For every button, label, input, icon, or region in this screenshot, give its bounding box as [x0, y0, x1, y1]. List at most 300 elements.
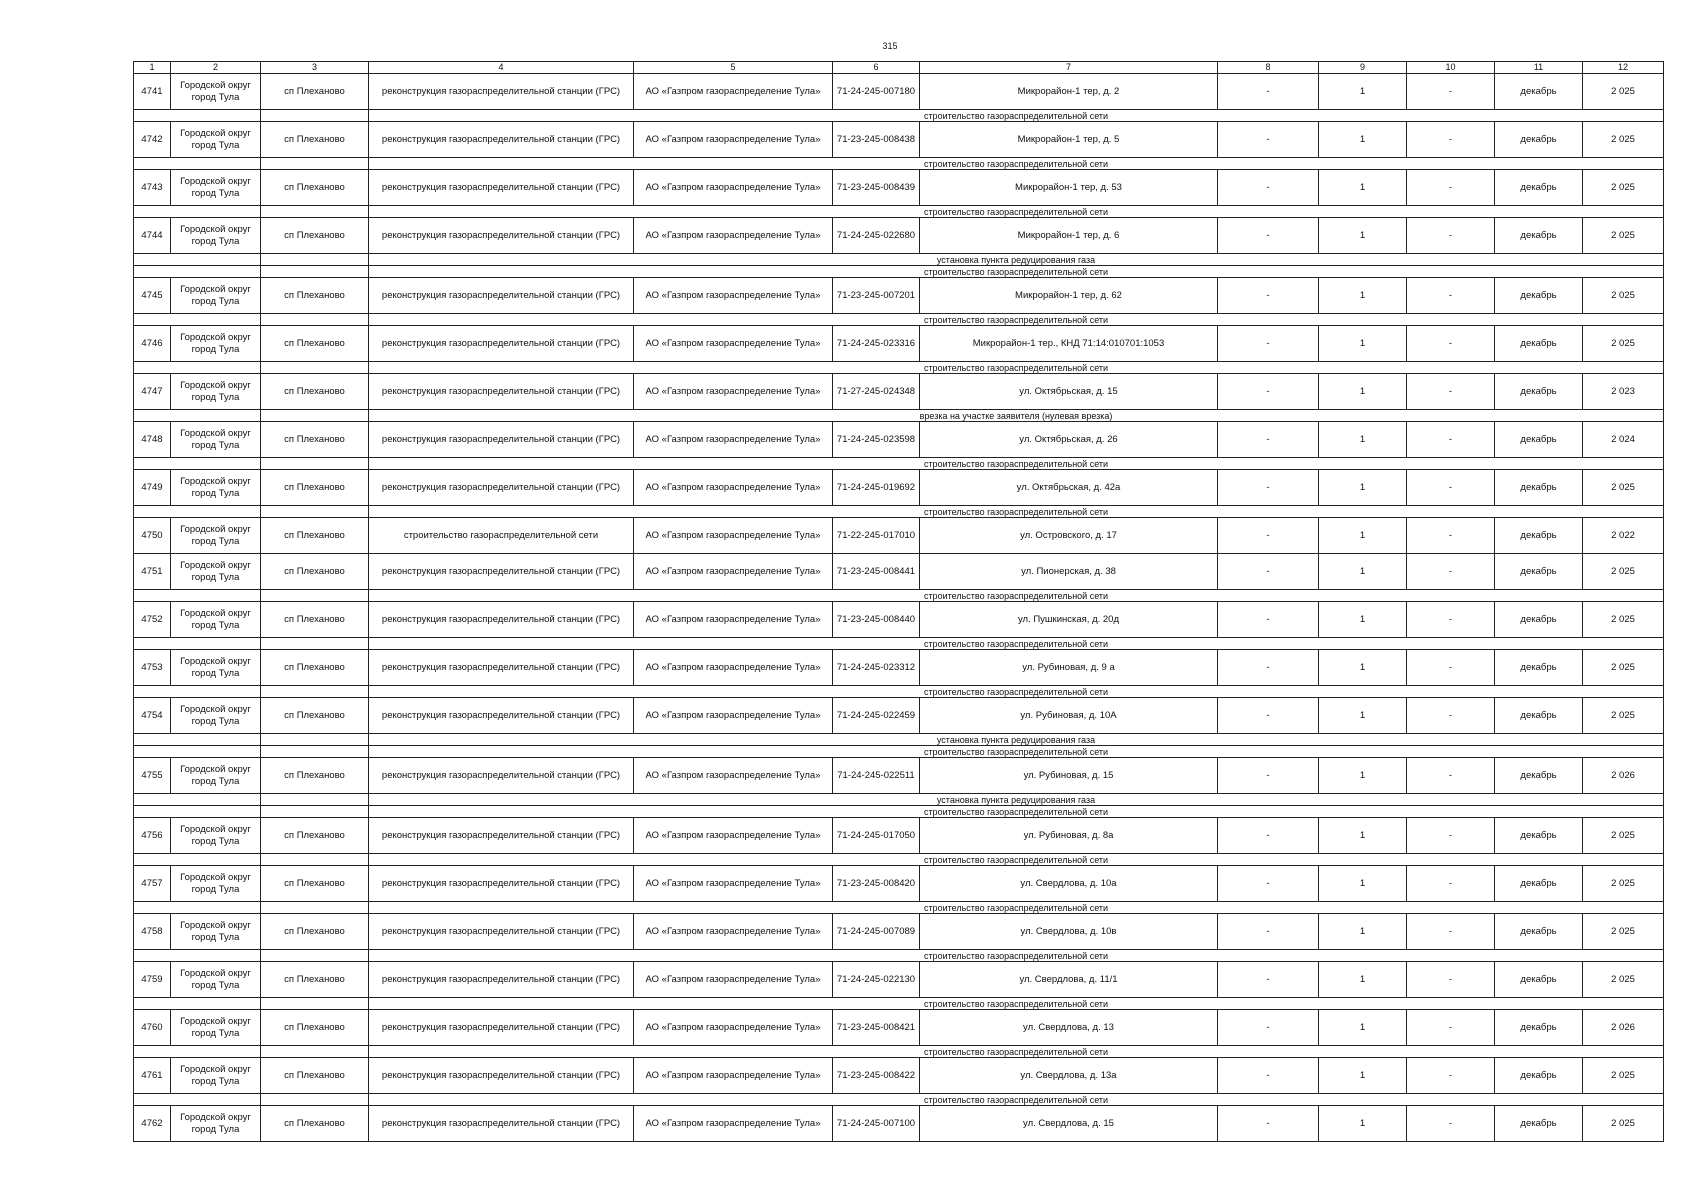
cell-row-number: 4746: [134, 326, 171, 362]
cell-col9: 1: [1319, 866, 1407, 902]
cell-col9: 1: [1319, 278, 1407, 314]
cell-address: ул. Пионерская, д. 38: [920, 554, 1218, 590]
note-text: строительство газораспределительной сети: [369, 854, 1664, 866]
cell-district: Городской округ город Тула: [171, 1058, 261, 1094]
cell-col10: -: [1407, 818, 1495, 854]
cell-col10: -: [1407, 554, 1495, 590]
cell-address: Микрорайон-1 тер, д. 62: [920, 278, 1218, 314]
cell-address: ул. Свердлова, д. 11/1: [920, 962, 1218, 998]
cell-col9: 1: [1319, 1058, 1407, 1094]
note-row: [134, 458, 1664, 470]
note-empty-cell: [134, 806, 261, 818]
cell-col9: 1: [1319, 218, 1407, 254]
cell-row-number: 4756: [134, 818, 171, 854]
table-row: [134, 602, 1664, 638]
note-row: [134, 902, 1664, 914]
cell-object: реконструкция газораспределительной станции (ГРС): [369, 554, 634, 590]
cell-row-number: 4748: [134, 422, 171, 458]
cell-settlement: сп Плеханово: [261, 170, 369, 206]
cell-col10: -: [1407, 698, 1495, 734]
note-text: строительство газораспределительной сети: [369, 110, 1664, 122]
note-row: [134, 998, 1664, 1010]
cell-col10: -: [1407, 962, 1495, 998]
table-row: [134, 518, 1664, 554]
cell-object: реконструкция газораспределительной станции (ГРС): [369, 758, 634, 794]
cell-row-number: 4753: [134, 650, 171, 686]
cell-organization: АО «Газпром газораспределение Тула»: [634, 326, 833, 362]
cell-address: ул. Октябрьская, д. 15: [920, 374, 1218, 410]
cell-request-code: 71-24-245-007100: [833, 1106, 920, 1142]
note-empty-cell: [261, 998, 369, 1010]
cell-col9: 1: [1319, 698, 1407, 734]
cell-organization: АО «Газпром газораспределение Тула»: [634, 914, 833, 950]
cell-address: Микрорайон-1 тер, д. 2: [920, 74, 1218, 110]
table-row: [134, 170, 1664, 206]
note-empty-cell: [134, 158, 261, 170]
cell-organization: АО «Газпром газораспределение Тула»: [634, 374, 833, 410]
cell-object: реконструкция газораспределительной станции (ГРС): [369, 914, 634, 950]
cell-year: 2 025: [1583, 74, 1664, 110]
note-text: строительство газораспределительной сети: [369, 686, 1664, 698]
cell-settlement: сп Плеханово: [261, 1058, 369, 1094]
note-empty-cell: [134, 746, 261, 758]
cell-year: 2 026: [1583, 1010, 1664, 1046]
cell-year: 2 025: [1583, 278, 1664, 314]
table-row: [134, 122, 1664, 158]
table-row: [134, 698, 1664, 734]
cell-col8: -: [1218, 1106, 1319, 1142]
cell-object: реконструкция газораспределительной станции (ГРС): [369, 74, 634, 110]
cell-col9: 1: [1319, 914, 1407, 950]
note-text: строительство газораспределительной сети: [369, 458, 1664, 470]
table-row: [134, 218, 1664, 254]
note-text: строительство газораспределительной сети: [369, 950, 1664, 962]
note-text: строительство газораспределительной сети: [369, 266, 1664, 278]
table-row: [134, 758, 1664, 794]
cell-address: ул. Рубиновая, д. 10А: [920, 698, 1218, 734]
cell-organization: АО «Газпром газораспределение Тула»: [634, 278, 833, 314]
note-text: строительство газораспределительной сети: [369, 902, 1664, 914]
cell-settlement: сп Плеханово: [261, 962, 369, 998]
note-row: [134, 1046, 1664, 1058]
cell-row-number: 4747: [134, 374, 171, 410]
cell-col8: -: [1218, 602, 1319, 638]
cell-row-number: 4751: [134, 554, 171, 590]
cell-district: Городской округ город Тула: [171, 962, 261, 998]
note-empty-cell: [261, 158, 369, 170]
cell-row-number: 4752: [134, 602, 171, 638]
cell-year: 2 024: [1583, 422, 1664, 458]
note-empty-cell: [134, 254, 261, 266]
note-text: установка пункта редуцирования газа: [369, 734, 1664, 746]
cell-month: декабрь: [1495, 962, 1583, 998]
table-body: [134, 62, 1664, 1142]
note-row: [134, 746, 1664, 758]
cell-request-code: 71-24-245-023312: [833, 650, 920, 686]
cell-row-number: 4761: [134, 1058, 171, 1094]
cell-request-code: 71-22-245-017010: [833, 518, 920, 554]
cell-year: 2 022: [1583, 518, 1664, 554]
cell-col8: -: [1218, 218, 1319, 254]
cell-col8: -: [1218, 470, 1319, 506]
note-empty-cell: [261, 1094, 369, 1106]
note-empty-cell: [261, 746, 369, 758]
cell-month: декабрь: [1495, 650, 1583, 686]
cell-district: Городской округ город Тула: [171, 818, 261, 854]
cell-month: декабрь: [1495, 278, 1583, 314]
cell-col10: -: [1407, 758, 1495, 794]
cell-district: Городской округ город Тула: [171, 518, 261, 554]
cell-year: 2 025: [1583, 218, 1664, 254]
cell-row-number: 4762: [134, 1106, 171, 1142]
cell-request-code: 71-23-245-008421: [833, 1010, 920, 1046]
cell-col8: -: [1218, 518, 1319, 554]
cell-col8: -: [1218, 278, 1319, 314]
cell-settlement: сп Плеханово: [261, 602, 369, 638]
note-empty-cell: [261, 506, 369, 518]
cell-year: 2 025: [1583, 818, 1664, 854]
cell-request-code: 71-23-245-007201: [833, 278, 920, 314]
note-empty-cell: [261, 254, 369, 266]
column-header: 1: [134, 62, 171, 74]
cell-col10: -: [1407, 122, 1495, 158]
cell-month: декабрь: [1495, 218, 1583, 254]
cell-col10: -: [1407, 1058, 1495, 1094]
cell-col8: -: [1218, 326, 1319, 362]
cell-col10: -: [1407, 74, 1495, 110]
cell-organization: АО «Газпром газораспределение Тула»: [634, 470, 833, 506]
cell-col9: 1: [1319, 74, 1407, 110]
cell-col8: -: [1218, 818, 1319, 854]
cell-row-number: 4741: [134, 74, 171, 110]
cell-organization: АО «Газпром газораспределение Тула»: [634, 122, 833, 158]
cell-object: реконструкция газораспределительной станции (ГРС): [369, 278, 634, 314]
cell-object: строительство газораспределительной сети: [369, 518, 634, 554]
cell-month: декабрь: [1495, 1058, 1583, 1094]
cell-row-number: 4757: [134, 866, 171, 902]
cell-district: Городской округ город Тула: [171, 122, 261, 158]
cell-year: 2 025: [1583, 170, 1664, 206]
cell-address: ул. Октябрьская, д. 42а: [920, 470, 1218, 506]
note-text: строительство газораспределительной сети: [369, 206, 1664, 218]
cell-col10: -: [1407, 1010, 1495, 1046]
note-row: [134, 806, 1664, 818]
note-text: строительство газораспределительной сети: [369, 362, 1664, 374]
note-empty-cell: [261, 362, 369, 374]
cell-col9: 1: [1319, 170, 1407, 206]
note-empty-cell: [134, 734, 261, 746]
cell-settlement: сп Плеханово: [261, 326, 369, 362]
cell-address: ул. Свердлова, д. 13а: [920, 1058, 1218, 1094]
cell-organization: АО «Газпром газораспределение Тула»: [634, 758, 833, 794]
note-row: [134, 266, 1664, 278]
column-header: 3: [261, 62, 369, 74]
cell-object: реконструкция газораспределительной станции (ГРС): [369, 122, 634, 158]
cell-organization: АО «Газпром газораспределение Тула»: [634, 698, 833, 734]
cell-year: 2 025: [1583, 122, 1664, 158]
cell-organization: АО «Газпром газораспределение Тула»: [634, 218, 833, 254]
cell-request-code: 71-24-245-022130: [833, 962, 920, 998]
cell-district: Городской округ город Тула: [171, 470, 261, 506]
table-row: [134, 374, 1664, 410]
cell-settlement: сп Плеханово: [261, 554, 369, 590]
note-row: [134, 794, 1664, 806]
note-empty-cell: [261, 410, 369, 422]
table-row: [134, 278, 1664, 314]
cell-address: ул. Свердлова, д. 13: [920, 1010, 1218, 1046]
column-header-row: [134, 62, 1664, 74]
note-row: [134, 110, 1664, 122]
cell-month: декабрь: [1495, 758, 1583, 794]
cell-col9: 1: [1319, 650, 1407, 686]
cell-request-code: 71-23-245-008438: [833, 122, 920, 158]
column-header: 12: [1583, 62, 1664, 74]
cell-row-number: 4749: [134, 470, 171, 506]
cell-address: ул. Рубиновая, д. 9 а: [920, 650, 1218, 686]
cell-month: декабрь: [1495, 122, 1583, 158]
cell-address: Микрорайон-1 тер, д. 53: [920, 170, 1218, 206]
cell-district: Городской округ город Тула: [171, 170, 261, 206]
note-text: строительство газораспределительной сети: [369, 158, 1664, 170]
cell-col8: -: [1218, 962, 1319, 998]
cell-col9: 1: [1319, 758, 1407, 794]
cell-settlement: сп Плеханово: [261, 758, 369, 794]
cell-row-number: 4754: [134, 698, 171, 734]
cell-object: реконструкция газораспределительной станции (ГРС): [369, 1010, 634, 1046]
cell-col9: 1: [1319, 818, 1407, 854]
cell-address: ул. Рубиновая, д. 15: [920, 758, 1218, 794]
cell-request-code: 71-23-245-008441: [833, 554, 920, 590]
cell-object: реконструкция газораспределительной станции (ГРС): [369, 650, 634, 686]
cell-address: ул. Островского, д. 17: [920, 518, 1218, 554]
cell-col8: -: [1218, 758, 1319, 794]
cell-settlement: сп Плеханово: [261, 914, 369, 950]
note-empty-cell: [134, 110, 261, 122]
note-empty-cell: [261, 794, 369, 806]
cell-col10: -: [1407, 218, 1495, 254]
cell-district: Городской округ город Тула: [171, 698, 261, 734]
cell-month: декабрь: [1495, 1106, 1583, 1142]
cell-year: 2 025: [1583, 1106, 1664, 1142]
note-empty-cell: [134, 638, 261, 650]
cell-object: реконструкция газораспределительной станции (ГРС): [369, 470, 634, 506]
cell-col10: -: [1407, 422, 1495, 458]
cell-row-number: 4742: [134, 122, 171, 158]
cell-col10: -: [1407, 866, 1495, 902]
cell-object: реконструкция газораспределительной станции (ГРС): [369, 866, 634, 902]
cell-col8: -: [1218, 650, 1319, 686]
cell-col9: 1: [1319, 326, 1407, 362]
note-empty-cell: [134, 1094, 261, 1106]
column-header: 4: [369, 62, 634, 74]
cell-settlement: сп Плеханово: [261, 866, 369, 902]
note-empty-cell: [134, 266, 261, 278]
column-header: 5: [634, 62, 833, 74]
cell-district: Городской округ город Тула: [171, 278, 261, 314]
cell-organization: АО «Газпром газораспределение Тула»: [634, 74, 833, 110]
cell-district: Городской округ город Тула: [171, 554, 261, 590]
cell-col10: -: [1407, 470, 1495, 506]
cell-month: декабрь: [1495, 1010, 1583, 1046]
note-text: строительство газораспределительной сети: [369, 506, 1664, 518]
cell-col10: -: [1407, 326, 1495, 362]
cell-organization: АО «Газпром газораспределение Тула»: [634, 1010, 833, 1046]
cell-row-number: 4745: [134, 278, 171, 314]
cell-request-code: 71-24-245-022680: [833, 218, 920, 254]
cell-month: декабрь: [1495, 698, 1583, 734]
cell-month: декабрь: [1495, 374, 1583, 410]
cell-settlement: сп Плеханово: [261, 74, 369, 110]
column-header: 6: [833, 62, 920, 74]
note-empty-cell: [134, 998, 261, 1010]
cell-settlement: сп Плеханово: [261, 374, 369, 410]
cell-organization: АО «Газпром газораспределение Тула»: [634, 818, 833, 854]
cell-object: реконструкция газораспределительной станции (ГРС): [369, 1058, 634, 1094]
table-row: [134, 1010, 1664, 1046]
cell-district: Городской округ город Тула: [171, 218, 261, 254]
cell-organization: АО «Газпром газораспределение Тула»: [634, 518, 833, 554]
cell-col9: 1: [1319, 374, 1407, 410]
cell-col8: -: [1218, 1058, 1319, 1094]
cell-col9: 1: [1319, 122, 1407, 158]
note-empty-cell: [134, 590, 261, 602]
cell-organization: АО «Газпром газораспределение Тула»: [634, 422, 833, 458]
note-text: строительство газораспределительной сети: [369, 1046, 1664, 1058]
cell-col10: -: [1407, 650, 1495, 686]
cell-year: 2 025: [1583, 914, 1664, 950]
cell-district: Городской округ город Тула: [171, 914, 261, 950]
cell-col8: -: [1218, 554, 1319, 590]
note-text: установка пункта редуцирования газа: [369, 254, 1664, 266]
cell-organization: АО «Газпром газораспределение Тула»: [634, 962, 833, 998]
note-empty-cell: [134, 458, 261, 470]
table-row: [134, 422, 1664, 458]
cell-request-code: 71-24-245-023598: [833, 422, 920, 458]
note-empty-cell: [261, 458, 369, 470]
cell-object: реконструкция газораспределительной станции (ГРС): [369, 698, 634, 734]
cell-year: 2 026: [1583, 758, 1664, 794]
cell-row-number: 4758: [134, 914, 171, 950]
cell-district: Городской округ город Тула: [171, 422, 261, 458]
cell-settlement: сп Плеханово: [261, 422, 369, 458]
note-empty-cell: [134, 794, 261, 806]
cell-row-number: 4744: [134, 218, 171, 254]
cell-district: Городской округ город Тула: [171, 1010, 261, 1046]
register-table: [133, 61, 1664, 1142]
cell-address: ул. Октябрьская, д. 26: [920, 422, 1218, 458]
cell-col8: -: [1218, 122, 1319, 158]
table-row: [134, 326, 1664, 362]
cell-year: 2 025: [1583, 554, 1664, 590]
cell-col10: -: [1407, 1106, 1495, 1142]
cell-request-code: 71-24-245-019692: [833, 470, 920, 506]
cell-request-code: 71-24-245-017050: [833, 818, 920, 854]
note-empty-cell: [261, 950, 369, 962]
note-text: врезка на участке заявителя (нулевая врезка): [369, 410, 1664, 422]
cell-district: Городской округ город Тула: [171, 74, 261, 110]
note-row: [134, 314, 1664, 326]
cell-request-code: 71-24-245-023316: [833, 326, 920, 362]
note-text: строительство газораспределительной сети: [369, 806, 1664, 818]
column-header: 11: [1495, 62, 1583, 74]
cell-year: 2 025: [1583, 470, 1664, 506]
note-empty-cell: [261, 206, 369, 218]
cell-col8: -: [1218, 1010, 1319, 1046]
cell-object: реконструкция газораспределительной станции (ГРС): [369, 818, 634, 854]
cell-year: 2 025: [1583, 866, 1664, 902]
cell-address: ул. Свердлова, д. 15: [920, 1106, 1218, 1142]
cell-row-number: 4755: [134, 758, 171, 794]
note-empty-cell: [261, 734, 369, 746]
note-empty-cell: [261, 314, 369, 326]
cell-request-code: 71-23-245-008422: [833, 1058, 920, 1094]
cell-district: Городской округ город Тула: [171, 602, 261, 638]
cell-settlement: сп Плеханово: [261, 698, 369, 734]
cell-col10: -: [1407, 518, 1495, 554]
note-empty-cell: [261, 1046, 369, 1058]
cell-organization: АО «Газпром газораспределение Тула»: [634, 602, 833, 638]
cell-row-number: 4750: [134, 518, 171, 554]
note-empty-cell: [261, 806, 369, 818]
cell-month: декабрь: [1495, 518, 1583, 554]
note-row: [134, 362, 1664, 374]
cell-month: декабрь: [1495, 170, 1583, 206]
note-empty-cell: [261, 902, 369, 914]
cell-row-number: 4760: [134, 1010, 171, 1046]
note-empty-cell: [261, 686, 369, 698]
cell-request-code: 71-24-245-007180: [833, 74, 920, 110]
cell-object: реконструкция газораспределительной станции (ГРС): [369, 326, 634, 362]
cell-col9: 1: [1319, 518, 1407, 554]
cell-organization: АО «Газпром газораспределение Тула»: [634, 866, 833, 902]
cell-object: реконструкция газораспределительной станции (ГРС): [369, 170, 634, 206]
note-empty-cell: [134, 686, 261, 698]
cell-settlement: сп Плеханово: [261, 122, 369, 158]
cell-object: реконструкция газораспределительной станции (ГРС): [369, 422, 634, 458]
cell-organization: АО «Газпром газораспределение Тула»: [634, 650, 833, 686]
cell-year: 2 025: [1583, 650, 1664, 686]
cell-col9: 1: [1319, 422, 1407, 458]
cell-organization: АО «Газпром газораспределение Тула»: [634, 1106, 833, 1142]
note-empty-cell: [261, 266, 369, 278]
cell-request-code: 71-24-245-022511: [833, 758, 920, 794]
note-empty-cell: [134, 950, 261, 962]
cell-object: реконструкция газораспределительной станции (ГРС): [369, 962, 634, 998]
cell-organization: АО «Газпром газораспределение Тула»: [634, 1058, 833, 1094]
cell-col10: -: [1407, 374, 1495, 410]
cell-organization: АО «Газпром газораспределение Тула»: [634, 554, 833, 590]
cell-settlement: сп Плеханово: [261, 470, 369, 506]
cell-address: Микрорайон-1 тер., КНД 71:14:010701:1053: [920, 326, 1218, 362]
table-row: [134, 1106, 1664, 1142]
cell-col10: -: [1407, 278, 1495, 314]
note-empty-cell: [134, 506, 261, 518]
table-row: [134, 1058, 1664, 1094]
note-empty-cell: [134, 410, 261, 422]
cell-settlement: сп Плеханово: [261, 1010, 369, 1046]
note-text: строительство газораспределительной сети: [369, 998, 1664, 1010]
cell-settlement: сп Плеханово: [261, 1106, 369, 1142]
cell-district: Городской округ город Тула: [171, 650, 261, 686]
cell-object: реконструкция газораспределительной станции (ГРС): [369, 218, 634, 254]
column-header: 10: [1407, 62, 1495, 74]
cell-year: 2 025: [1583, 1058, 1664, 1094]
table-row: [134, 554, 1664, 590]
cell-month: декабрь: [1495, 866, 1583, 902]
cell-row-number: 4743: [134, 170, 171, 206]
cell-address: ул. Свердлова, д. 10в: [920, 914, 1218, 950]
cell-year: 2 025: [1583, 326, 1664, 362]
